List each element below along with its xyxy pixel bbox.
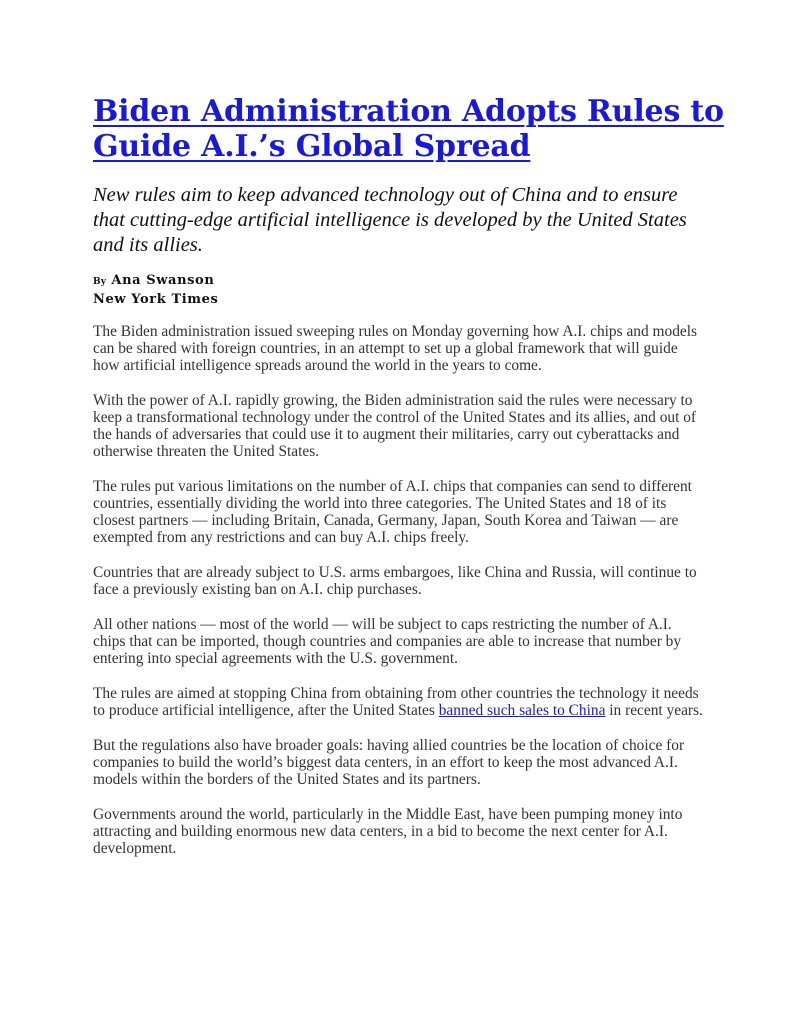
- paragraph-text: The rules are aimed at stopping China from obtaining from other countries the technology it needs to produce artificial intelligence, after the United States: [93, 685, 699, 719]
- banned-sales-link[interactable]: banned such sales to China: [438, 702, 606, 719]
- body-paragraph: Countries that are already subject to U.S. arms embargoes, like China and Russia, will continue to face a previously existing ban on A.I. chip purchases.: [93, 564, 697, 598]
- byline: [93, 272, 218, 308]
- body-paragraph: [93, 685, 705, 719]
- author-name: Ana Swanson: [111, 273, 215, 288]
- paragraph-text: in recent years.: [605, 702, 703, 719]
- article-body: [93, 323, 705, 875]
- body-paragraph: The Biden administration issued sweeping rules on Monday governing how A.I. chips and models can be shared with foreign countries, in an attempt to set up a global framework that will guide how artificial intelligence spreads around the world in the years to come.: [93, 323, 697, 374]
- headline-link[interactable]: Biden Administration Adopts Rules to Guide A.I.’s Global Spread: [93, 94, 724, 164]
- byline-prefix: By: [93, 277, 107, 287]
- body-paragraph: The rules put various limitations on the number of A.I. chips that companies can send to different countries, essentially dividing the world into three categories. The United States and 18 of its closest partners — including Britain, Canada, Germany, Japan, South Korea and Taiwan — are exempted from any restrictions and can buy A.I. chips freely.: [93, 478, 692, 546]
- article-subheadline: New rules aim to keep advanced technology out of China and to ensure that cutting-edge artificial intelligence is developed by the United States and its allies.: [93, 184, 687, 256]
- body-paragraph: But the regulations also have broader goals: having allied countries be the location of choice for companies to build the world’s biggest data centers, in an effort to keep the most advanced A.I. models within the borders of the United States and its partners.: [93, 737, 685, 788]
- body-paragraph: All other nations — most of the world — will be subject to caps restricting the number of A.I. chips that can be imported, though countries and companies are able to increase that number by entering into special agreements with the U.S. government.: [93, 616, 682, 667]
- body-paragraph: With the power of A.I. rapidly growing, the Biden administration said the rules were necessary to keep a transformational technology under the control of the United States and its allies, and out of the hands of adversaries that could use it to augment their militaries, carry out cyberattacks and otherwise threaten the United States.: [93, 392, 697, 460]
- publication-name: New York Times: [93, 292, 219, 307]
- body-paragraph: Governments around the world, particularly in the Middle East, have been pumping money into attracting and building enormous new data centers, in a bid to become the next center for A.I. development.: [93, 806, 683, 857]
